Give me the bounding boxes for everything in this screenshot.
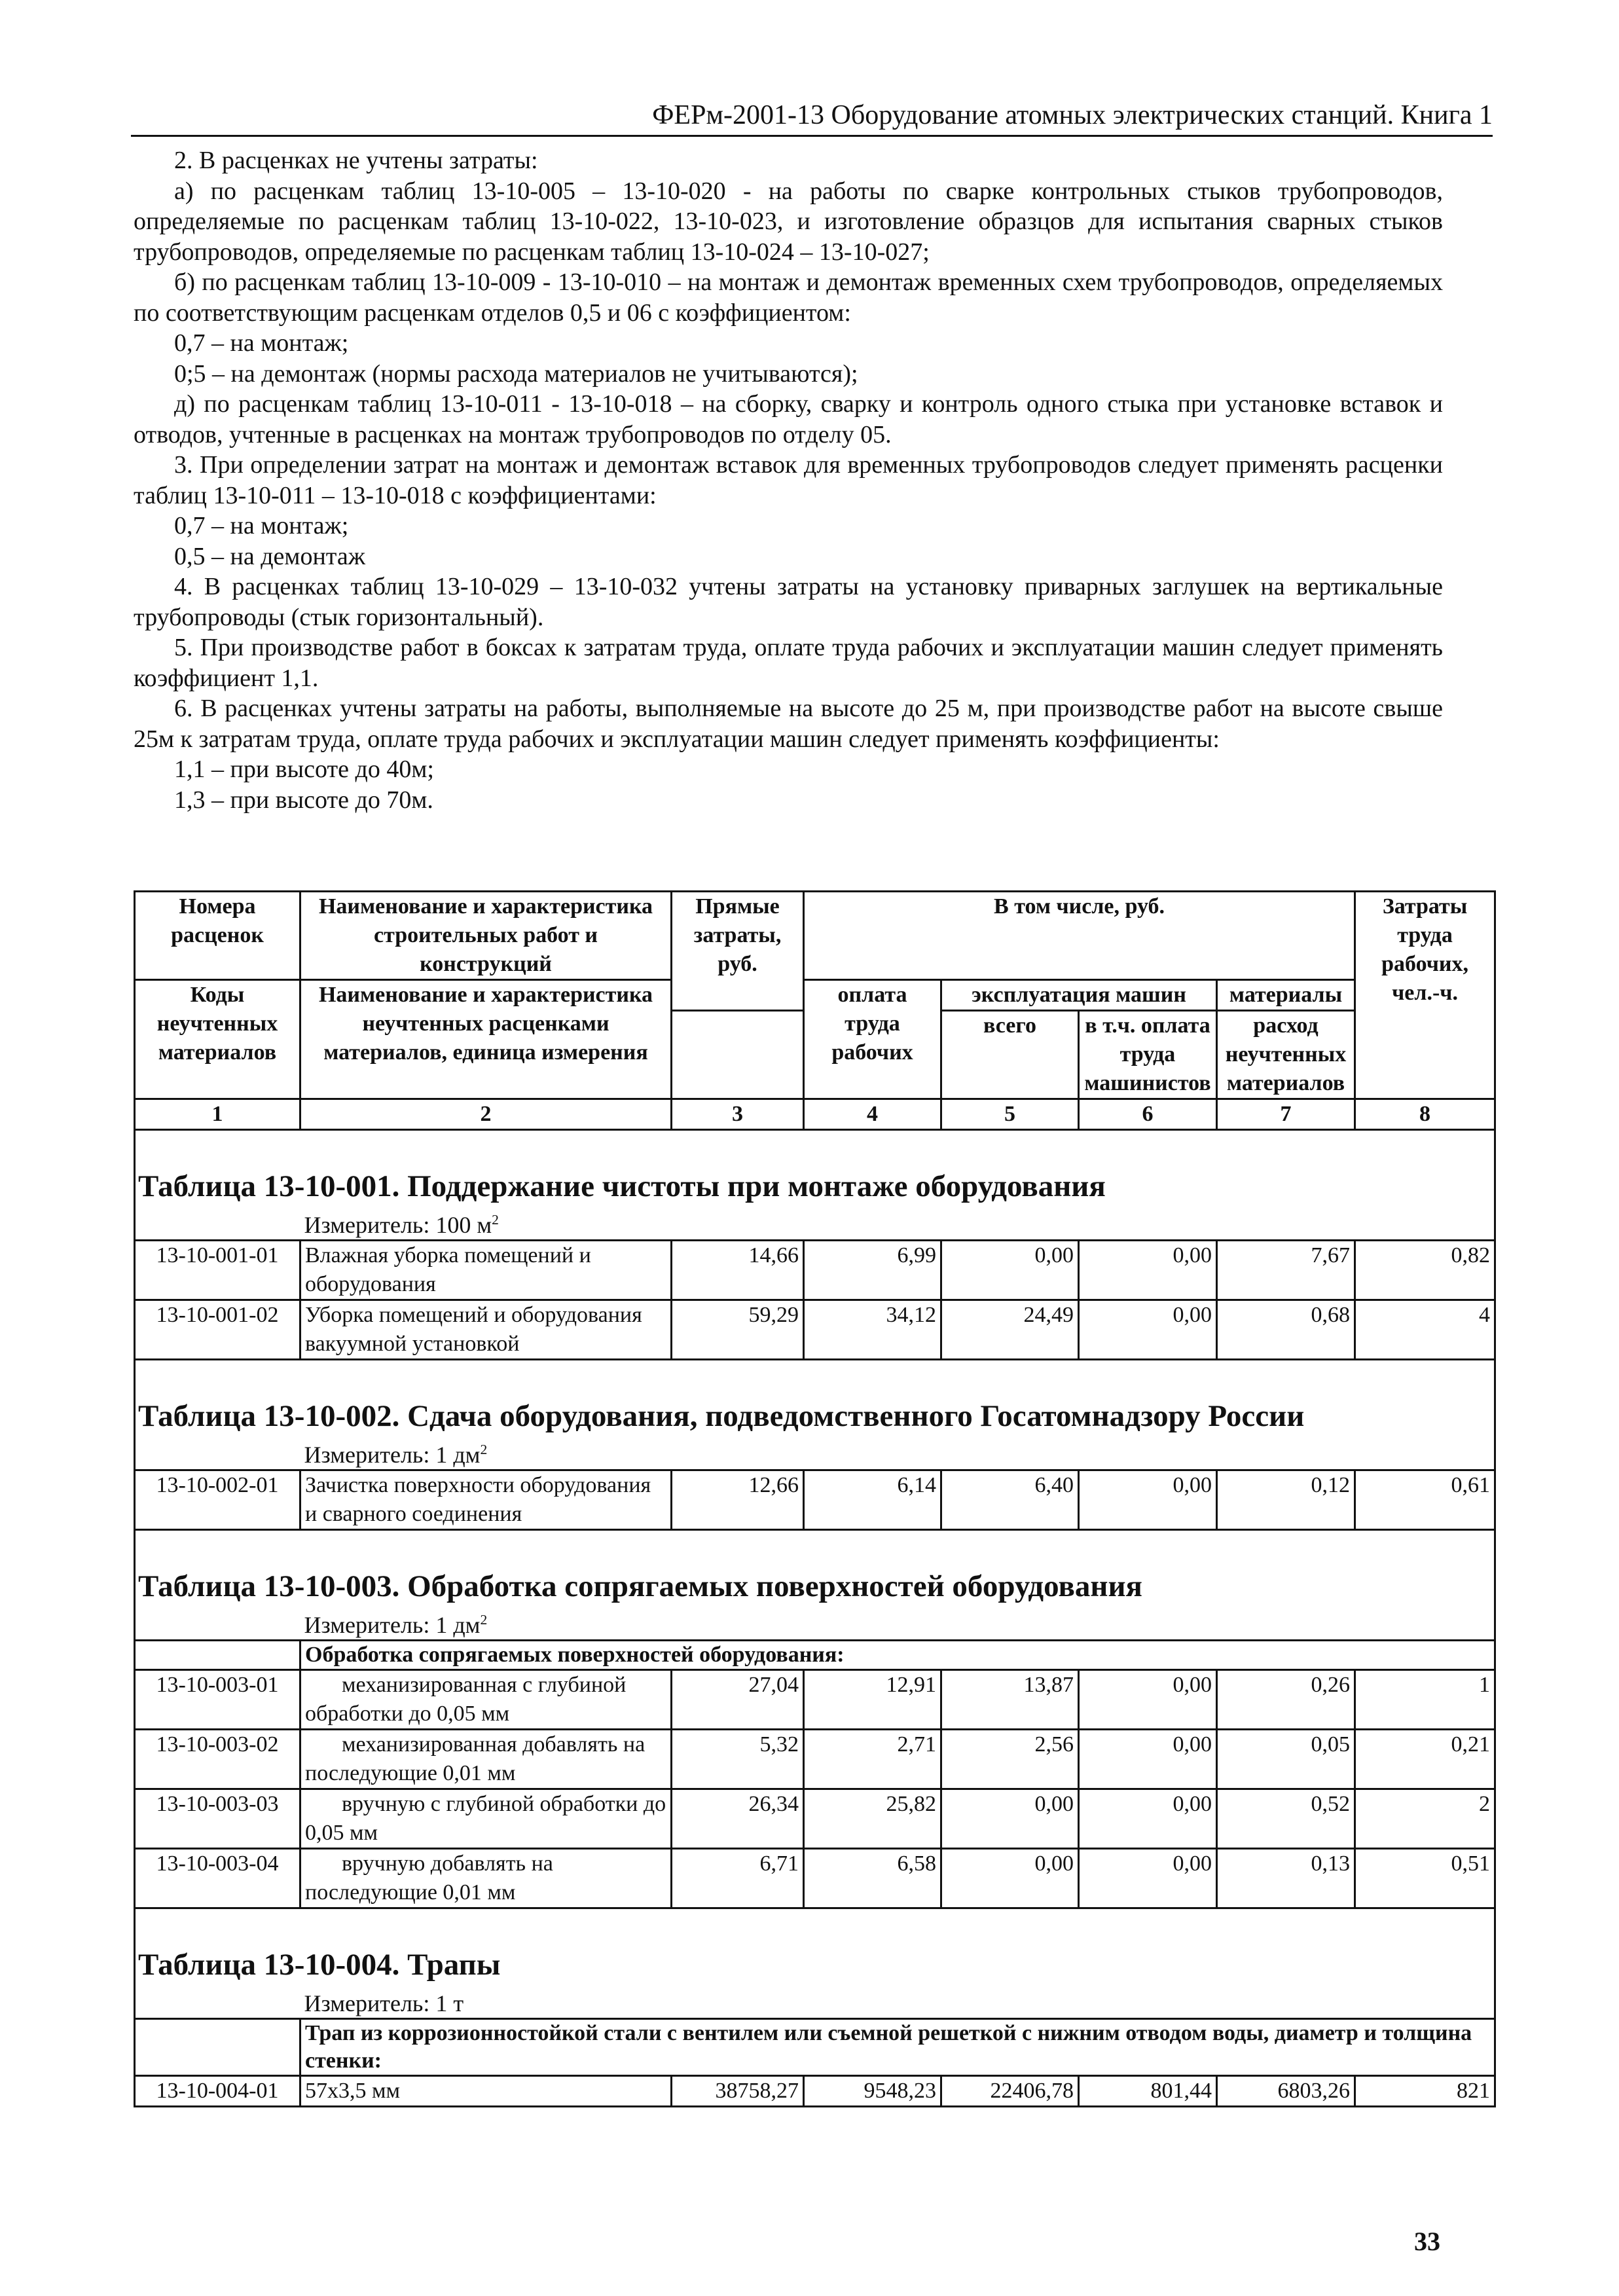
table-row [135,1670,1495,1730]
running-header-title: ФЕРм-2001-13 Оборудование атомных электрических станций. Книга 1 [652,100,1493,130]
value-c4: 6,58 [804,1849,941,1908]
col-material-consumption-header: расход неучтенных материалов [1217,1011,1355,1099]
rate-code: 13-10-001-02 [135,1300,300,1360]
value-c8: 0,61 [1355,1470,1495,1530]
value-c8: 0,82 [1355,1241,1495,1300]
unit-spacer [135,1611,300,1641]
unit-of-measure [300,1440,1495,1470]
value-c4: 25,82 [804,1789,941,1849]
value-c3: 12,66 [672,1470,804,1530]
value-c6: 0,00 [1079,1470,1217,1530]
table-row [135,2076,1495,2107]
note-paragraph: 0,7 – на монтаж; [174,329,349,357]
column-number: 4 [804,1099,941,1130]
running-header [131,97,1493,137]
work-name: механизированная с глубиной обработки до 0,05 мм [300,1670,672,1730]
unit-row [135,1989,1495,2019]
unit-text: Измеритель: 1 дм [304,1612,481,1638]
value-c5: 0,00 [941,1789,1079,1849]
group-heading: Обработка сопрягаемых поверхностей оборудования: [300,1641,1495,1670]
table-section-title: Таблица 13-10-001. Поддержание чистоты при монтаже оборудования [135,1130,1495,1211]
unit-exponent: 2 [480,1442,488,1457]
value-c3: 59,29 [672,1300,804,1360]
value-c3: 6,71 [672,1849,804,1908]
rate-code: 13-10-003-01 [135,1670,300,1730]
value-c3: 14,66 [672,1241,804,1300]
table-row [135,1789,1495,1849]
unit-of-measure [300,1611,1495,1641]
table-section-title-row [135,1908,1495,1990]
note-paragraph: 1,1 – при высоте до 40м; [174,756,434,783]
column-number: 1 [135,1099,300,1130]
table-section-title-row [135,1130,1495,1211]
table-section-title: Таблица 13-10-004. Трапы [135,1908,1495,1990]
note-paragraph: а) по расценкам таблиц 13-10-005 – 13-10-020 - на работы по сварке контрольных стыков трубопроводов, определяемые по расценкам таблиц 13-10-022, 13-10-023, и изготовление образцов для испытания сварных стыков трубопроводов, определяемые по расценкам таблиц 13-10-024 – 13-10-027; [134,177,1443,266]
work-name: вручную с глубиной обработки до 0,05 мм [300,1789,672,1849]
group-heading-row [135,1641,1495,1670]
unit-text: Измеритель: 100 м [304,1212,492,1238]
value-c6: 0,00 [1079,1789,1217,1849]
col-machines-header: эксплуатация машин [941,980,1217,1011]
col-material-name-header: Наименование и характеристика неучтенных расценками материалов, единица измерения [300,980,672,1099]
value-c7: 0,68 [1217,1300,1355,1360]
table-row [135,1849,1495,1908]
note-paragraph: д) по расценкам таблиц 13-10-011 - 13-10-018 – на сборку, сварку и контроль одного стыка при установке вставок и отводов, учтенные в расценках на монтаж трубопроводов по отделу 05. [134,390,1443,448]
value-c6: 0,00 [1079,1241,1217,1300]
col-machinists-wages-header: в т.ч. оплата труда машинистов [1079,1011,1217,1099]
unit-text: Измеритель: 1 дм [304,1442,481,1468]
col-including-header: В том числе, руб. [804,892,1355,980]
unit-of-measure [300,1989,1495,2019]
note-paragraph: 0;5 – на демонтаж (нормы расхода материалов не учитываются); [174,359,858,388]
unit-row [135,1211,1495,1241]
table-section-title-row [135,1530,1495,1611]
note-paragraph: б) по расценкам таблиц 13-10-009 - 13-10-010 – на монтаж и демонтаж временных схем трубопроводов, определяемых по соответствующим расценкам отделов 0,5 и 06 с коэффициентом: [134,268,1443,327]
note-paragraph: 0,5 – на демонтаж [174,542,365,570]
col-material-codes-header: Коды неучтенных материалов [135,980,300,1099]
value-c5: 13,87 [941,1670,1079,1730]
value-c7: 0,12 [1217,1470,1355,1530]
value-c5: 22406,78 [941,2076,1079,2107]
table-section-title: Таблица 13-10-002. Сдача оборудования, подведомственного Госатомнадзору России [135,1360,1495,1441]
page-number: 33 [1414,2227,1440,2256]
value-c4: 6,99 [804,1241,941,1300]
unit-exponent: 2 [480,1612,488,1628]
value-c4: 34,12 [804,1300,941,1360]
group-heading: Трап из коррозионностойкой стали с вентилем или съемной решеткой с нижним отводом воды, диаметр и толщина стенки: [300,2019,1495,2076]
work-name: механизированная добавлять на последующие 0,01 мм [300,1730,672,1789]
unit-spacer [135,1211,300,1241]
unit-of-measure [300,1211,1495,1241]
col-direct-costs-header: Прямые затраты, руб. [672,892,804,1011]
table-row [135,1470,1495,1530]
unit-row [135,1440,1495,1470]
col-wages-header: оплата труда рабочих [804,980,941,1099]
rate-code: 13-10-001-01 [135,1241,300,1300]
unit-text: Измеритель: 1 т [304,1990,464,2016]
column-number: 6 [1079,1099,1217,1130]
col-rate-number-header: Номера расценок [135,892,300,980]
rate-code: 13-10-003-04 [135,1849,300,1908]
note-paragraph: 1,3 – при высоте до 70м. [174,786,433,814]
value-c7: 0,05 [1217,1730,1355,1789]
value-c3: 27,04 [672,1670,804,1730]
value-c8: 1 [1355,1670,1495,1730]
note-paragraph: 3. При определении затрат на монтаж и демонтаж вставок для временных трубопроводов следует применять расценки таблиц 13-10-011 – 13-10-018 с коэффициентами: [134,451,1443,509]
value-c3: 26,34 [672,1789,804,1849]
value-c8: 0,51 [1355,1849,1495,1908]
value-c8: 0,21 [1355,1730,1495,1789]
work-name: Уборка помещений и оборудования вакуумной установкой [300,1300,672,1360]
value-c5: 0,00 [941,1241,1079,1300]
unit-row [135,1611,1495,1641]
rate-code: 13-10-002-01 [135,1470,300,1530]
table-row [135,1241,1495,1300]
rate-code: 13-10-003-03 [135,1789,300,1849]
value-c4: 12,91 [804,1670,941,1730]
col-labor-costs-header: Затраты труда рабочих, чел.-ч. [1355,892,1495,1099]
column-number: 2 [300,1099,672,1130]
note-paragraph: 5. При производстве работ в боксах к затратам труда, оплате труда рабочих и эксплуатации машин следует применять коэффициент 1,1. [134,634,1443,692]
value-c4: 2,71 [804,1730,941,1789]
work-name: Зачистка поверхности оборудования и сварного соединения [300,1470,672,1530]
value-c6: 801,44 [1079,2076,1217,2107]
value-c5: 24,49 [941,1300,1079,1360]
notes-section [134,145,1443,815]
value-c5: 0,00 [941,1849,1079,1908]
value-c3: 5,32 [672,1730,804,1789]
rates-table [134,890,1496,2107]
value-c7: 7,67 [1217,1241,1355,1300]
group-heading-row [135,2019,1495,2076]
value-c8: 821 [1355,2076,1495,2107]
value-c8: 4 [1355,1300,1495,1360]
note-paragraph: 2. В расценках не учтены затраты: [174,147,538,174]
group-heading-spacer [135,1641,300,1670]
rate-code: 13-10-004-01 [135,2076,300,2107]
column-number: 5 [941,1099,1079,1130]
table-row [135,1730,1495,1789]
note-paragraph: 0,7 – на монтаж; [174,512,349,539]
col-machines-total-header: всего [941,1011,1079,1099]
unit-spacer [135,1989,300,2019]
table-row [135,1300,1495,1360]
table-section-title-row [135,1360,1495,1441]
value-c6: 0,00 [1079,1849,1217,1908]
column-number: 3 [672,1099,804,1130]
column-number: 8 [1355,1099,1495,1130]
note-paragraph: 4. В расценках таблиц 13-10-029 – 13-10-032 учтены затраты на установку приварных заглушек на вертикальные трубопроводы (стык горизонтальный). [134,573,1443,631]
unit-spacer [135,1440,300,1470]
value-c4: 9548,23 [804,2076,941,2107]
group-heading-spacer [135,2019,300,2076]
value-c3: 38758,27 [672,2076,804,2107]
value-c7: 6803,26 [1217,2076,1355,2107]
col-materials-header: материалы [1217,980,1355,1011]
value-c6: 0,00 [1079,1670,1217,1730]
col-work-name-header: Наименование и характеристика строительных работ и конструкций [300,892,672,980]
value-c5: 6,40 [941,1470,1079,1530]
rate-code: 13-10-003-02 [135,1730,300,1789]
value-c5: 2,56 [941,1730,1079,1789]
value-c8: 2 [1355,1789,1495,1849]
column-number: 7 [1217,1099,1355,1130]
value-c7: 0,13 [1217,1849,1355,1908]
work-name: вручную добавлять на последующие 0,01 мм [300,1849,672,1908]
unit-exponent: 2 [492,1212,499,1228]
work-name: Влажная уборка помещений и оборудования [300,1241,672,1300]
value-c6: 0,00 [1079,1730,1217,1789]
table-section-title: Таблица 13-10-003. Обработка сопрягаемых поверхностей оборудования [135,1530,1495,1611]
value-c7: 0,26 [1217,1670,1355,1730]
work-name: 57х3,5 мм [300,2076,672,2107]
value-c6: 0,00 [1079,1300,1217,1360]
value-c7: 0,52 [1217,1789,1355,1849]
value-c4: 6,14 [804,1470,941,1530]
note-paragraph: 6. В расценках учтены затраты на работы, выполняемые на высоте до 25 м, при производстве работ на высоте свыше 25м к затратам труда, оплате труда рабочих и эксплуатации машин следует применять коэффициенты: [134,695,1443,753]
